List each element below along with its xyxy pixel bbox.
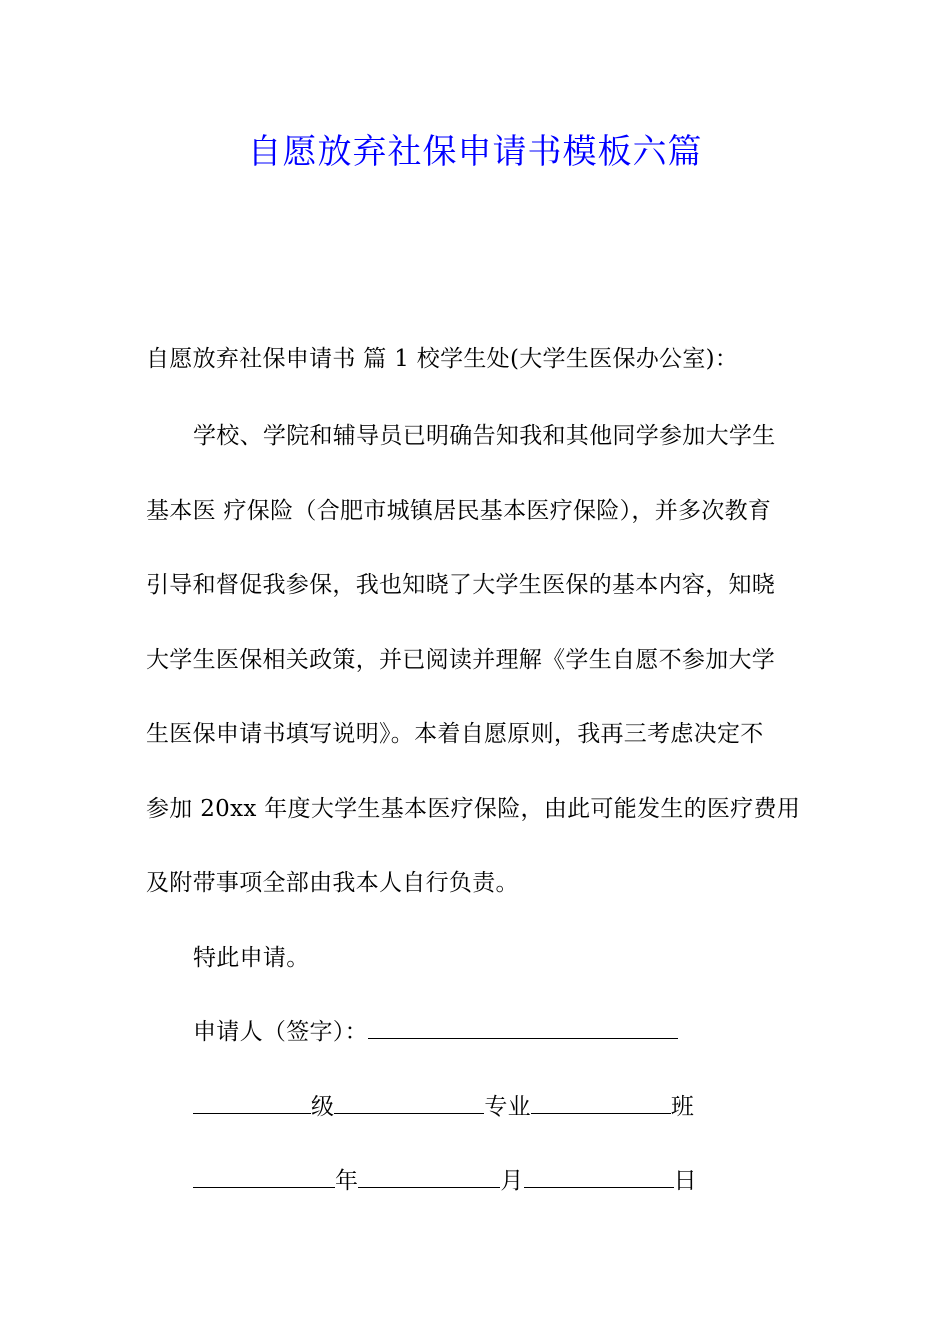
closing-line: 特此申请。 [193, 945, 310, 971]
major-blank [334, 1091, 484, 1114]
paragraph-line: 及附带事项全部由我本人自行负责。 [146, 870, 519, 896]
class-label: 班 [670, 1094, 695, 1120]
signature-row [193, 1015, 863, 1049]
paragraph-line: 基本医 疗保险（合肥市城镇居民基本医疗保险），并多次教育 [146, 498, 772, 524]
signature-label: 申请人（签字）： [193, 1019, 368, 1045]
day-blank [524, 1165, 674, 1188]
grade-blank [193, 1091, 311, 1114]
paragraph-line: 大学生医保相关政策，并已阅读并理解《学生自愿不参加大学 [146, 647, 776, 673]
paragraph-line: 引导和督促我参保，我也知晓了大学生医保的基本内容，知晓 [146, 572, 776, 598]
class-row [193, 1090, 863, 1124]
year-label: 年 [335, 1168, 359, 1194]
class-blank [531, 1091, 671, 1114]
day-label: 日 [673, 1168, 697, 1194]
date-row [193, 1164, 863, 1198]
paragraph-line: 参加 20xx 年度大学生基本医疗保险，由此可能发生的医疗费用 [146, 796, 801, 822]
major-label: 专业 [484, 1094, 531, 1120]
paragraph-line: 学校、学院和辅导员已明确告知我和其他同学参加大学生 [193, 423, 776, 449]
signature-blank [368, 1016, 678, 1039]
year-blank [193, 1165, 335, 1188]
month-blank [358, 1165, 500, 1188]
month-label: 月 [500, 1168, 524, 1194]
heading-line: 自愿放弃社保申请书 篇 1 校学生处(大学生医保办公室)： [146, 346, 739, 372]
document-title: 自愿放弃社保申请书模板六篇 [247, 132, 703, 172]
grade-label: 级 [311, 1094, 335, 1120]
paragraph-line: 生医保申请书填写说明》。本着自愿原则，我再三考虑决定不 [146, 721, 764, 747]
